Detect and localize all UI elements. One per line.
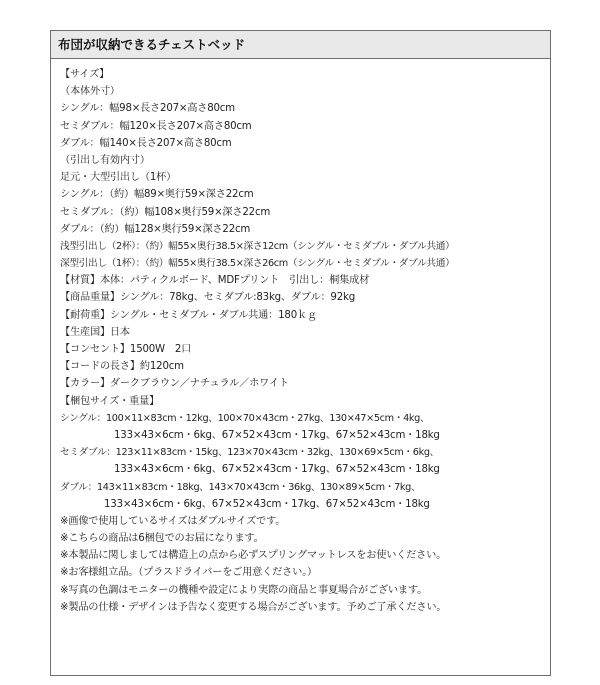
spec-line: ※画像で使用しているサイズはダブルサイズです。 xyxy=(60,515,286,527)
spec-line: 【材質】本体：パティクルボード、MDFプリント 引出し：桐集成材 xyxy=(60,275,370,287)
spec-line: 【カラー】ダークブラウン／ナチュラル／ホワイト xyxy=(60,378,289,390)
spec-line: （本体外寸） xyxy=(60,86,120,98)
spec-line: 足元・大型引出し（1杯） xyxy=(60,172,177,184)
spec-line: ダブル：143×11×83cm・18kg、143×70×43cm・36kg、130×89×5cm・7kg、 xyxy=(60,481,421,493)
spec-line: ※製品の仕様・デザインは予告なく変更する場合がございます。予めご了承ください。 xyxy=(60,601,447,613)
spec-line: ダブル：幅140×長さ207×高さ80cm xyxy=(60,137,232,149)
spec-line: セミダブル：（約）幅108×奥行59×深さ22cm xyxy=(60,206,271,218)
spec-line: 【生産国】日本 xyxy=(60,326,130,338)
spec-line: 【コンセント】1500W 2口 xyxy=(60,344,192,355)
spec-line: 【サイズ】 xyxy=(60,69,110,80)
spec-line: 133×43×6cm・6kg、67×52×43cm・17kg、67×52×43cm・18kg xyxy=(114,464,440,476)
spec-line: 【コードの長さ】約120cm xyxy=(60,361,184,373)
spec-line: ダブル：（約）幅128×奥行59×深さ22cm xyxy=(60,223,251,235)
spec-line: 浅型引出し（2杯）：（約）幅55×奥行38.5×深さ12cm（シングル・セミダブル・ダブル共通） xyxy=(60,240,455,252)
panel-title: 布団が収納できるチェストベッド xyxy=(51,31,550,59)
spec-line: 【梱包サイズ・重量】 xyxy=(60,395,160,407)
spec-panel xyxy=(50,30,551,676)
spec-line: ※お客様組立品。（プラスドライバーをご用意ください。） xyxy=(60,567,317,579)
spec-line: 【耐荷重】シングル・セミダブル・ダブル共通：180ｋｇ xyxy=(60,309,317,321)
spec-line: ※写真の色調はモニターの機種や設定により実際の商品と事夏場合がございます。 xyxy=(60,584,428,596)
spec-line: 【商品重量】シングル：78kg、セミダブル:83kg、ダブル：92kg xyxy=(60,292,355,304)
spec-line: シングル：幅98×長さ207×高さ80cm xyxy=(60,103,235,115)
spec-body xyxy=(51,59,550,616)
spec-line: セミダブル：123×11×83cm・15kg、123×70×43cm・32kg、130×69×5cm・6kg、 xyxy=(60,447,439,459)
spec-line: （引出し有効内寸） xyxy=(60,154,150,166)
spec-line: シングル：（約）幅89×奥行59×深さ22cm xyxy=(60,189,254,201)
spec-line: 133×43×6cm・6kg、67×52×43cm・17kg、67×52×43cm・18kg xyxy=(104,498,430,510)
spec-line: 133×43×6cm・6kg、67×52×43cm・17kg、67×52×43cm・18kg xyxy=(114,429,440,441)
spec-line: セミダブル：幅120×長さ207×高さ80cm xyxy=(60,120,252,132)
spec-line: 深型引出し（1杯）：（約）幅55×奥行38.5×深さ26cm（シングル・セミダブル・ダブル共通） xyxy=(60,258,455,270)
spec-line: ※こちらの商品は6梱包でのお届になります。 xyxy=(60,533,264,545)
spec-line: ※本製品に関しましては構造上の点から必ずスプリングマットレスをお使いください。 xyxy=(60,550,447,562)
spec-line: シングル：100×11×83cm・12kg、100×70×43cm・27kg、130×47×5cm・4kg、 xyxy=(60,412,430,424)
